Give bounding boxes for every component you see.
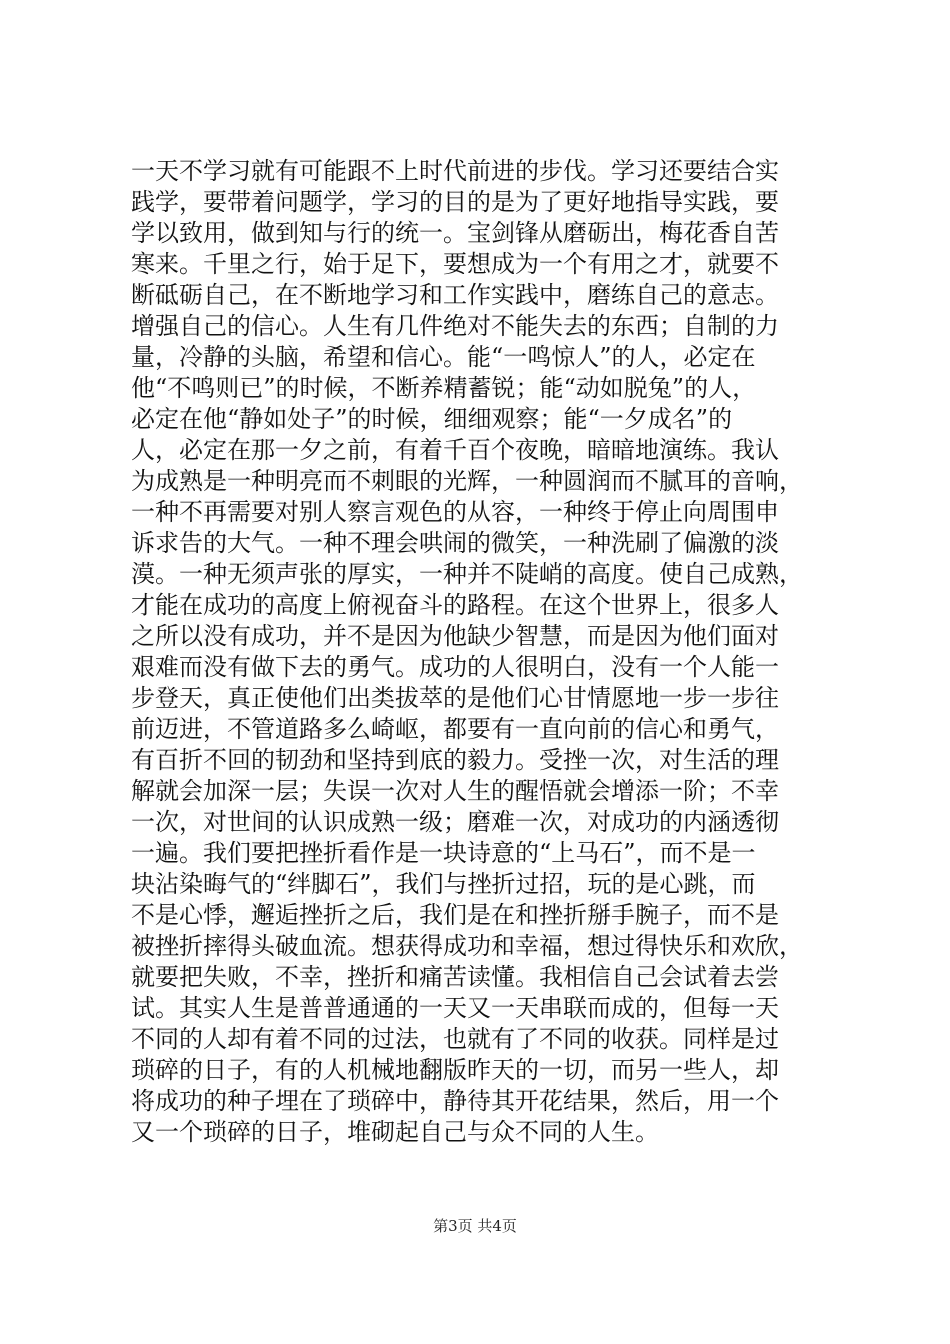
text-line: 一遍。我们要把挫折看作是一块诗意的“上马石”，而不是一 xyxy=(131,839,756,867)
text-line: 增强自己的信心。人生有几件绝对不能失去的东西；自制的力 xyxy=(131,312,779,340)
page-number-footer: 第3页 共4页 xyxy=(433,1217,517,1235)
text-line: 寒来。千里之行，始于足下，要想成为一个有用之才，就要不 xyxy=(131,250,779,278)
text-line: 步登天，真正使他们出类拔萃的是他们心甘情愿地一步一步往 xyxy=(131,684,779,712)
text-line: 琐碎的日子，有的人机械地翻版昨天的一切，而另一些人，却 xyxy=(131,1056,779,1084)
text-line: 又一个琐碎的日子，堆砌起自己与众不同的人生。 xyxy=(131,1118,659,1146)
body-paragraph xyxy=(131,156,831,1148)
text-line: 将成功的种子埋在了琐碎中，静待其开花结果，然后，用一个 xyxy=(131,1087,779,1115)
text-line: 才能在成功的高度上俯视奋斗的路程。在这个世界上，很多人 xyxy=(131,591,779,619)
text-line: 人，必定在那一夕之前，有着千百个夜晚，暗暗地演练。我认 xyxy=(131,436,779,464)
text-line: 量，冷静的头脑，希望和信心。能“一鸣惊人”的人，必定在 xyxy=(131,343,756,371)
text-line: 艰难而没有做下去的勇气。成功的人很明白，没有一个人能一 xyxy=(131,653,779,681)
text-line: 为成熟是一种明亮而不刺眼的光辉，一种圆润而不腻耳的音响， xyxy=(131,467,803,495)
text-line: 前迈进，不管道路多么崎岖，都要有一直向前的信心和勇气， xyxy=(131,715,779,743)
text-line: 断砥砺自己，在不断地学习和工作实践中，磨练自己的意志。 xyxy=(131,281,779,309)
text-line: 有百折不回的韧劲和坚持到底的毅力。受挫一次，对生活的理 xyxy=(131,746,779,774)
text-line: 必定在他“静如处子”的时候，细细观察；能“一夕成名”的 xyxy=(131,405,733,433)
text-line: 一次，对世间的认识成熟一级；磨难一次，对成功的内涵透彻 xyxy=(131,808,779,836)
text-line: 就要把失败，不幸，挫折和痛苦读懂。我相信自己会试着去尝 xyxy=(131,963,779,991)
text-line: 被挫折摔得头破血流。想获得成功和幸福，想过得快乐和欢欣， xyxy=(131,932,803,960)
text-line: 诉求告的大气。一种不理会哄闹的微笑，一种洗刷了偏激的淡 xyxy=(131,529,779,557)
text-line: 学以致用，做到知与行的统一。宝剑锋从磨砺出，梅花香自苦 xyxy=(131,219,779,247)
text-line: 一种不再需要对别人察言观色的从容，一种终于停止向周围申 xyxy=(131,498,779,526)
text-line: 试。其实人生是普普通通的一天又一天串联而成的，但每一天 xyxy=(131,994,779,1022)
text-line: 解就会加深一层；失误一次对人生的醒悟就会增添一阶；不幸 xyxy=(131,777,779,805)
text-line: 不是心悸，邂逅挫折之后，我们是在和挫折掰手腕子，而不是 xyxy=(131,901,779,929)
text-line: 他“不鸣则已”的时候，不断养精蓄锐；能“动如脱兔”的人， xyxy=(131,374,757,402)
text-line: 之所以没有成功，并不是因为他缺少智慧，而是因为他们面对 xyxy=(131,622,779,650)
text-line: 不同的人却有着不同的过法，也就有了不同的收获。同样是过 xyxy=(131,1025,779,1053)
text-line: 一天不学习就有可能跟不上时代前进的步伐。学习还要结合实 xyxy=(131,157,779,185)
text-line: 践学，要带着问题学，学习的目的是为了更好地指导实践，要 xyxy=(131,188,779,216)
text-line: 块沾染晦气的“绊脚石”，我们与挫折过招，玩的是心跳，而 xyxy=(131,870,756,898)
text-line: 漠。一种无须声张的厚实，一种并不陡峭的高度。使自己成熟， xyxy=(131,560,803,588)
